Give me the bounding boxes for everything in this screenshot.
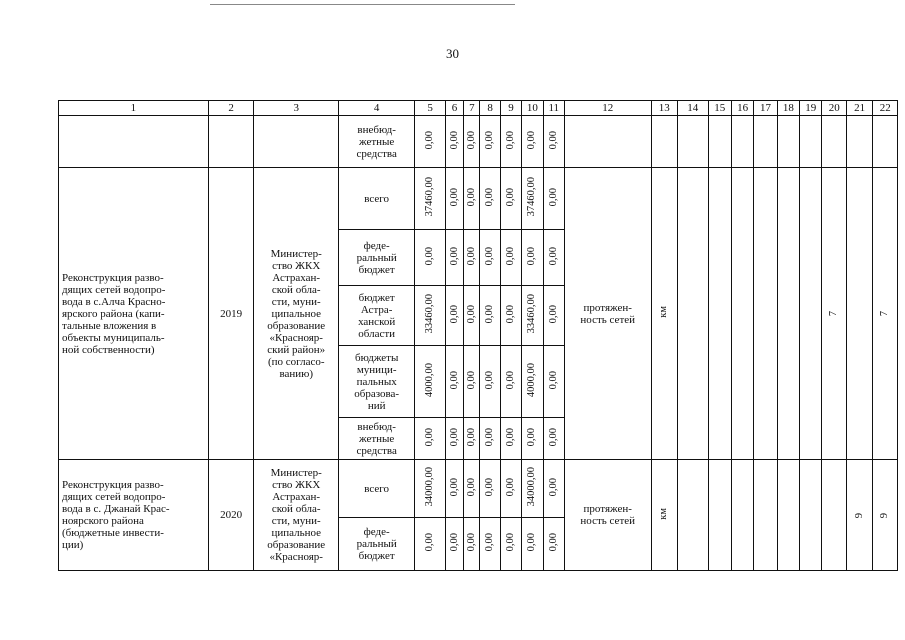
empty-cell xyxy=(777,116,799,168)
page-number: 30 xyxy=(446,46,459,61)
value-cell-text: 0,00 xyxy=(448,427,460,447)
value-cell xyxy=(522,460,543,518)
col-header: 12 xyxy=(564,101,651,116)
empty-cell xyxy=(754,116,777,168)
value-cell-text: 0,00 xyxy=(465,370,477,390)
project-name-text: Реконструкция разво- дящих сетей водопро- вода в с. Джанай Крас- ноярского района (бюджетные инвести- ции) xyxy=(62,479,170,551)
value-cell xyxy=(500,418,521,460)
value-cell xyxy=(415,518,446,571)
value-cell xyxy=(445,460,463,518)
unit-text: км xyxy=(658,306,670,318)
continuation-row xyxy=(59,116,898,168)
value-cell xyxy=(445,518,463,571)
value-cell-text: 0,00 xyxy=(547,246,559,266)
empty-cell xyxy=(731,116,753,168)
value-cell xyxy=(522,230,543,286)
value-cell-text: 0,00 xyxy=(526,130,538,150)
value-cell-text: 0,00 xyxy=(484,246,496,266)
value-cell-text: 0,00 xyxy=(547,304,559,324)
value-cell-text: 0,00 xyxy=(547,370,559,390)
project-executor xyxy=(254,460,339,571)
value-cell xyxy=(543,460,564,518)
value-cell xyxy=(415,346,446,418)
value-cell xyxy=(522,518,543,571)
col-header: 1 xyxy=(59,101,209,116)
project-executor-text: Министер- ство ЖКХ Астрахан- ской обла- сти, муни- ципальное образование «Краснояр- ский район» (по согласо- ванию) xyxy=(267,247,326,380)
year-value-cell-text: 7 xyxy=(879,311,891,317)
empty-cell xyxy=(800,460,822,571)
col-header: 17 xyxy=(754,101,777,116)
col-header: 15 xyxy=(708,101,731,116)
value-cell xyxy=(445,230,463,286)
value-cell-text: 33460,00 xyxy=(526,294,538,334)
value-cell-text: 34000,00 xyxy=(526,467,538,507)
value-cell xyxy=(522,346,543,418)
year-value-cell-text: 9 xyxy=(853,512,865,518)
unit xyxy=(651,168,677,460)
project-year xyxy=(208,460,254,571)
value-cell xyxy=(500,346,521,418)
value-cell-text: 0,00 xyxy=(505,246,517,266)
indicator xyxy=(564,460,651,571)
value-cell-text: 0,00 xyxy=(547,187,559,207)
value-cell-text: 0,00 xyxy=(505,187,517,207)
funding-source xyxy=(338,346,414,418)
value-cell-text: 33460,00 xyxy=(424,294,436,334)
funding-source xyxy=(338,230,414,286)
value-cell xyxy=(500,230,521,286)
value-cell-text: 0,00 xyxy=(448,304,460,324)
col-header: 9 xyxy=(500,101,521,116)
year-value-cell xyxy=(873,460,898,571)
value-cell-text: 0,00 xyxy=(424,130,436,150)
value-cell-text: 0,00 xyxy=(484,370,496,390)
value-cell xyxy=(415,168,446,230)
indicator-text: протяжен- ность сетей xyxy=(580,301,636,326)
value-cell xyxy=(415,116,446,168)
project-name xyxy=(59,168,209,460)
funding-source-text: феде- ральный бюджет xyxy=(356,239,397,276)
unit-text: км xyxy=(658,507,670,520)
value-cell-text: 0,00 xyxy=(484,533,496,552)
empty-cell xyxy=(754,168,777,460)
col-header: 16 xyxy=(731,101,753,116)
value-cell-text: 0,00 xyxy=(424,246,436,266)
value-cell xyxy=(480,230,500,286)
value-cell-text: 34000,00 xyxy=(424,467,436,507)
value-cell xyxy=(522,286,543,346)
empty-cell xyxy=(208,116,254,168)
value-cell xyxy=(445,286,463,346)
project-year xyxy=(208,168,254,460)
value-cell-text: 0,00 xyxy=(465,130,477,150)
value-cell-text: 0,00 xyxy=(547,477,559,497)
col-header: 19 xyxy=(800,101,822,116)
value-cell xyxy=(464,460,480,518)
value-cell-text: 0,00 xyxy=(484,304,496,324)
empty-cell xyxy=(754,460,777,571)
value-cell xyxy=(500,168,521,230)
project-year-text: 2019 xyxy=(220,307,243,320)
col-header: 18 xyxy=(777,101,799,116)
value-cell-text: 0,00 xyxy=(448,130,460,150)
project-row xyxy=(59,460,898,518)
value-cell xyxy=(445,346,463,418)
project-name-text: Реконструкция разво- дящих сетей водопро- вода в с.Алча Красно- ярского района (капи- тальные вложения в объекты муниципаль- ной собственности) xyxy=(62,271,166,356)
empty-cell xyxy=(254,116,339,168)
value-cell xyxy=(415,230,446,286)
empty-cell xyxy=(800,168,822,460)
value-cell-text: 0,00 xyxy=(547,427,559,447)
top-rule xyxy=(210,4,515,5)
funding-source-text: феде- ральный бюджет xyxy=(356,526,397,562)
funding-source xyxy=(338,460,414,518)
empty-cell xyxy=(677,116,708,168)
value-cell xyxy=(464,168,480,230)
value-cell-text: 0,00 xyxy=(465,477,477,497)
col-header: 2 xyxy=(208,101,254,116)
empty-cell xyxy=(708,168,731,460)
value-cell xyxy=(480,346,500,418)
value-cell-text: 0,00 xyxy=(484,477,496,497)
empty-cell xyxy=(846,168,872,460)
header-row xyxy=(59,101,898,116)
empty-cell xyxy=(873,116,898,168)
indicator-text: протяжен- ность сетей xyxy=(580,503,636,527)
value-cell xyxy=(480,418,500,460)
col-header: 7 xyxy=(464,101,480,116)
value-cell-text: 0,00 xyxy=(465,304,477,324)
value-cell-text: 0,00 xyxy=(465,246,477,266)
value-cell xyxy=(464,286,480,346)
year-value-cell xyxy=(873,168,898,460)
value-cell xyxy=(522,168,543,230)
col-header: 20 xyxy=(822,101,846,116)
col-header: 14 xyxy=(677,101,708,116)
empty-cell xyxy=(708,116,731,168)
col-header: 11 xyxy=(543,101,564,116)
funding-source-text: бюджет Астра- ханской области xyxy=(358,291,396,340)
value-cell xyxy=(500,116,521,168)
value-cell-text: 0,00 xyxy=(424,427,436,447)
value-cell xyxy=(480,286,500,346)
value-cell-text: 0,00 xyxy=(505,427,517,447)
col-header: 5 xyxy=(415,101,446,116)
col-header: 10 xyxy=(522,101,543,116)
empty-cell xyxy=(800,116,822,168)
funding-source xyxy=(338,286,414,346)
value-cell xyxy=(445,116,463,168)
value-cell xyxy=(464,346,480,418)
project-executor xyxy=(254,168,339,460)
value-cell-text: 0,00 xyxy=(484,187,496,207)
value-cell-text: 0,00 xyxy=(526,533,538,552)
value-cell-text: 4000,00 xyxy=(424,362,436,398)
year-value-cell xyxy=(822,168,846,460)
value-cell-text: 0,00 xyxy=(526,246,538,266)
value-cell xyxy=(464,518,480,571)
funding-source-text: бюджеты муници- пальных образова- ний xyxy=(354,351,400,412)
funding-source xyxy=(338,418,414,460)
project-name xyxy=(59,460,209,571)
value-cell-text: 0,00 xyxy=(547,130,559,150)
value-cell-text: 0,00 xyxy=(505,533,517,552)
value-cell xyxy=(543,230,564,286)
value-cell-text: 0,00 xyxy=(484,427,496,447)
unit xyxy=(651,460,677,571)
col-header: 6 xyxy=(445,101,463,116)
project-executor-text: Министер- ство ЖКХ Астрахан- ской обла- сти, муни- ципальное образование «Краснояр- xyxy=(267,467,326,563)
col-header: 22 xyxy=(873,101,898,116)
value-cell xyxy=(464,418,480,460)
col-header: 13 xyxy=(651,101,677,116)
value-cell xyxy=(464,116,480,168)
value-cell-text: 0,00 xyxy=(505,304,517,324)
value-cell xyxy=(415,418,446,460)
value-cell xyxy=(543,168,564,230)
col-header: 4 xyxy=(338,101,414,116)
budget-table xyxy=(58,100,898,571)
value-cell-text: 0,00 xyxy=(547,533,559,552)
value-cell-text: 0,00 xyxy=(526,427,538,447)
value-cell-text: 0,00 xyxy=(465,427,477,447)
value-cell xyxy=(543,346,564,418)
empty-cell xyxy=(777,460,799,571)
year-value-cell xyxy=(846,460,872,571)
funding-source-text: внебюд- жетные средства xyxy=(356,123,397,160)
value-cell-text: 37460,00 xyxy=(424,177,436,217)
value-cell-text: 0,00 xyxy=(505,370,517,390)
year-value-cell-text: 7 xyxy=(828,311,840,317)
col-header: 21 xyxy=(846,101,872,116)
empty-cell xyxy=(708,460,731,571)
value-cell-text: 0,00 xyxy=(484,130,496,150)
year-value-cell-text: 9 xyxy=(879,512,891,518)
value-cell-text: 0,00 xyxy=(448,533,460,552)
empty-cell xyxy=(822,116,846,168)
value-cell-text: 0,00 xyxy=(505,130,517,150)
value-cell xyxy=(445,168,463,230)
indicator xyxy=(564,168,651,460)
empty-cell xyxy=(677,168,708,460)
value-cell xyxy=(415,460,446,518)
value-cell-text: 0,00 xyxy=(448,477,460,497)
empty-cell xyxy=(564,116,651,168)
col-header: 3 xyxy=(254,101,339,116)
value-cell xyxy=(522,116,543,168)
funding-source xyxy=(338,116,414,168)
value-cell xyxy=(522,418,543,460)
funding-source xyxy=(338,168,414,230)
value-cell xyxy=(464,230,480,286)
value-cell xyxy=(543,418,564,460)
value-cell-text: 0,00 xyxy=(465,187,477,207)
empty-cell xyxy=(822,460,846,571)
funding-source-text: внебюд- жетные средства xyxy=(356,420,397,457)
value-cell xyxy=(543,116,564,168)
project-year-text: 2020 xyxy=(220,509,243,521)
value-cell xyxy=(500,460,521,518)
value-cell-text: 4000,00 xyxy=(526,362,538,398)
empty-cell xyxy=(731,460,753,571)
value-cell xyxy=(500,286,521,346)
value-cell xyxy=(500,518,521,571)
value-cell xyxy=(480,116,500,168)
value-cell-text: 0,00 xyxy=(448,246,460,266)
empty-cell xyxy=(59,116,209,168)
empty-cell xyxy=(731,168,753,460)
value-cell-text: 37460,00 xyxy=(526,177,538,217)
funding-source-text: всего xyxy=(364,192,390,205)
funding-source xyxy=(338,518,414,571)
value-cell xyxy=(543,518,564,571)
value-cell-text: 0,00 xyxy=(465,533,477,552)
value-cell-text: 0,00 xyxy=(424,533,436,552)
empty-cell xyxy=(777,168,799,460)
value-cell-text: 0,00 xyxy=(448,187,460,207)
value-cell xyxy=(445,418,463,460)
funding-source-text: всего xyxy=(364,482,390,495)
project-row xyxy=(59,168,898,230)
value-cell-text: 0,00 xyxy=(505,477,517,497)
value-cell xyxy=(480,518,500,571)
value-cell-text: 0,00 xyxy=(448,370,460,390)
value-cell xyxy=(543,286,564,346)
value-cell xyxy=(415,286,446,346)
empty-cell xyxy=(677,460,708,571)
value-cell xyxy=(480,460,500,518)
col-header: 8 xyxy=(480,101,500,116)
empty-cell xyxy=(651,116,677,168)
value-cell xyxy=(480,168,500,230)
empty-cell xyxy=(846,116,872,168)
